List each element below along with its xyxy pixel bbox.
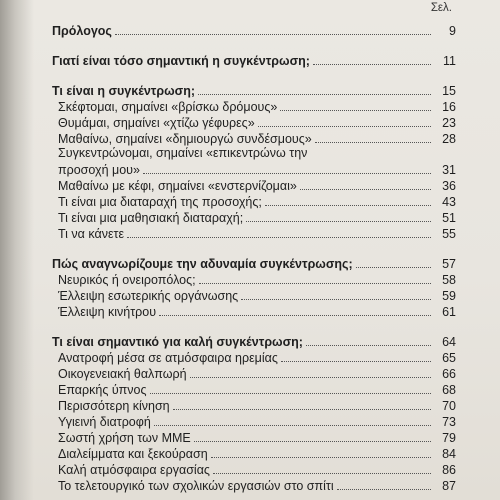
toc-entry: Τι είναι η συγκέντρωση; 15: [52, 84, 456, 98]
toc-entry: Ανατροφή μέσα σε ατμόσφαιρα ηρεμίας 65: [58, 351, 456, 365]
toc-entry: Τι είναι μια μαθησιακή διαταραχή; 51: [58, 211, 456, 225]
toc-entry: Οικογενειακή θαλπωρή 66: [58, 367, 456, 381]
toc-entry: Διαλείμματα και ξεκούραση 84: [58, 447, 456, 461]
toc-entry: Μαθαίνω, σημαίνει «δημιουργώ συνδέσμους» 28: [58, 132, 456, 146]
toc-entry: Τι είναι μια διαταραχή της προσοχής; 43: [58, 195, 456, 209]
toc-entry: Επαρκής ύπνος 68: [58, 383, 456, 397]
toc-entry: Έλλειψη κινήτρου 61: [58, 305, 456, 319]
toc-entry: Σκέφτομαι, σημαίνει «βρίσκω δρόμους» 16: [58, 100, 456, 114]
toc-entry: Τι είναι σημαντικό για καλή συγκέντρωση; 64: [52, 335, 456, 349]
toc-entry: Σωστή χρήση των ΜΜΕ 79: [58, 431, 456, 445]
toc-entry: Υγιεινή διατροφή 73: [58, 415, 456, 429]
toc-entry: Πώς αναγνωρίζουμε την αδυναμία συγκέντρωσης; 57: [52, 257, 456, 271]
toc-entry: Περισσότερη κίνηση 70: [58, 399, 456, 413]
toc-entry: Το τελετουργικό των σχολικών εργασιών στο σπίτι 87: [58, 479, 456, 493]
toc-entry: Τι να κάνετε 55: [58, 227, 456, 241]
toc-entry: Μαθαίνω με κέφι, σημαίνει «ενστερνίζομαι» 36: [58, 179, 456, 193]
toc-entry: Γιατί είναι τόσο σημαντική η συγκέντρωση; 11: [52, 54, 456, 68]
toc-entry: Πρόλογος 9: [52, 24, 456, 38]
table-of-contents: [52, 0, 456, 500]
toc-entry: Καλή ατμόσφαιρα εργασίας 86: [58, 463, 456, 477]
toc-entry: Θυμάμαι, σημαίνει «χτίζω γέφυρες» 23: [58, 116, 456, 130]
toc-entry: προσοχή μου» 31: [58, 163, 456, 177]
toc-entry: Έλλειψη εσωτερικής οργάνωσης 59: [58, 289, 456, 303]
page-column-header: Σελ.: [430, 2, 452, 14]
page-gutter-shadow: [0, 0, 34, 500]
toc-entry-first-line: Συγκεντρώνομαι, σημαίνει «επικεντρώνω την: [58, 146, 308, 160]
toc-entry: Νευρικός ή ονειροπόλος; 58: [58, 273, 456, 287]
